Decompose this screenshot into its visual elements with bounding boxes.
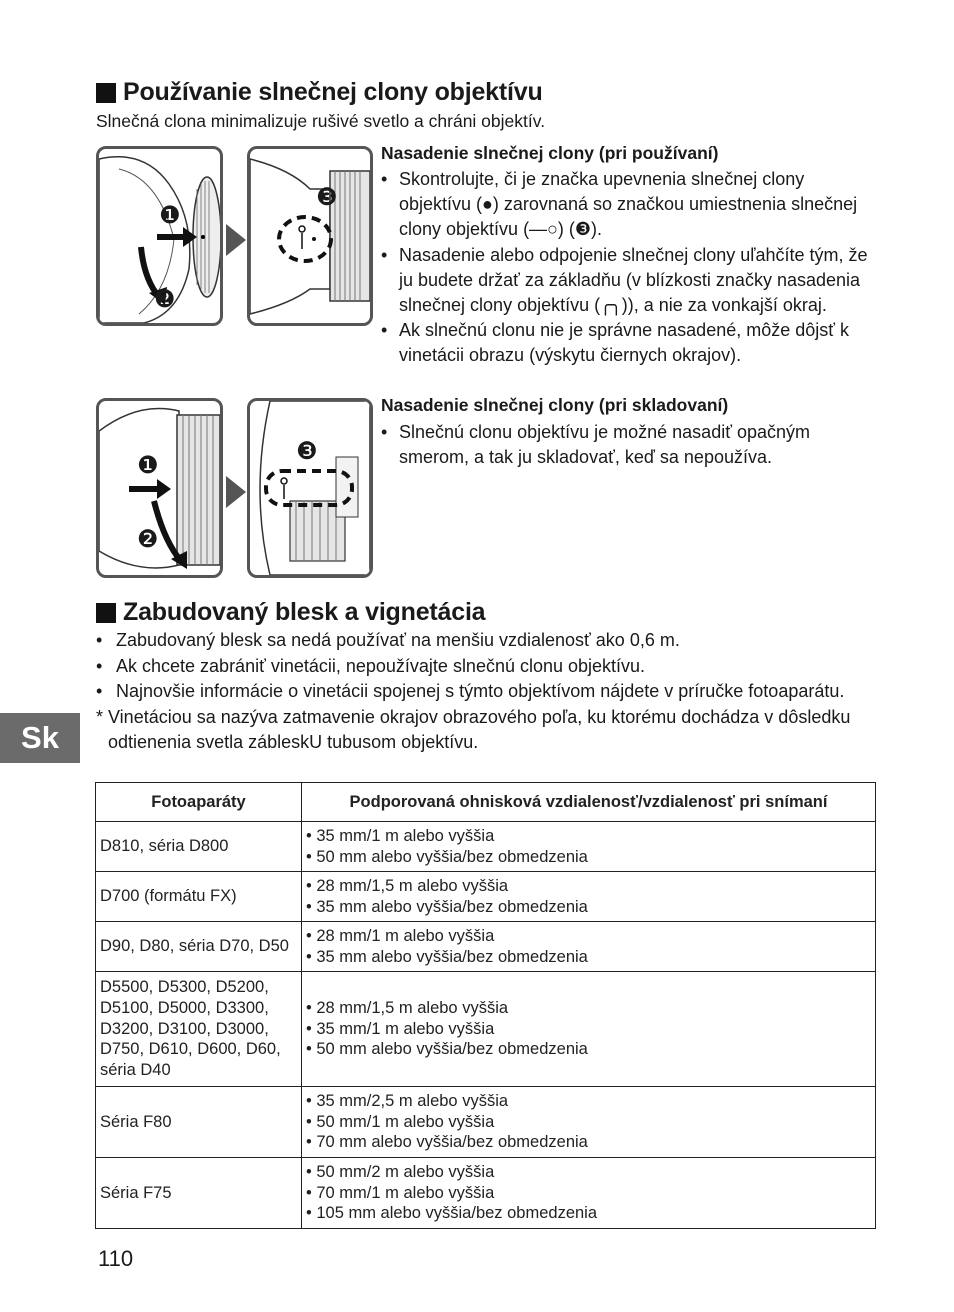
page-number: 110 xyxy=(98,1246,134,1271)
attach-storage-bullet-1: • Slnečnú clonu objektívu je možné nasadiť opačným smerom, a tak ju skladovať, keď sa nepoužíva. xyxy=(381,420,876,470)
step-3-marker: ❸ xyxy=(316,184,338,211)
spec-item: • 35 mm alebo vyššia/bez obmedzenia xyxy=(306,947,871,968)
spec-item: • 35 mm/2,5 m alebo vyššia xyxy=(306,1091,871,1112)
camera-cell: Séria F75 xyxy=(96,1158,302,1229)
camera-cell: D810, séria D800 xyxy=(96,822,302,872)
spec-item: • 35 mm alebo vyššia/bez obmedzenia xyxy=(306,897,871,918)
table-row xyxy=(96,872,876,922)
spec-item: • 50 mm alebo vyššia/bez obmedzenia xyxy=(306,847,871,868)
attach-use-bullet-1: • Skontrolujte, či je značka upevnenia slnečnej clony objektívu (●) zarovnaná so značkou umiestnenia slnečnej clony objektívu (—○) (❸). xyxy=(381,167,876,243)
camera-cell: D90, D80, séria D70, D50 xyxy=(96,922,302,972)
attach-storage-bullets xyxy=(381,420,876,470)
spec-item: • 28 mm/1,5 m alebo vyššia xyxy=(306,876,871,897)
spec-cell xyxy=(302,1087,876,1158)
spec-item: • 70 mm/1 m alebo vyššia xyxy=(306,1183,871,1204)
arrow-right-icon xyxy=(226,476,246,508)
spec-item: • 28 mm/1,5 m alebo vyššia xyxy=(306,998,871,1019)
header-supported-range: Podporovaná ohnisková vzdialenosť/vzdialenosť pri snímaní xyxy=(302,783,876,822)
vignetting-footnote: * Vinetáciou sa nazýva zatmavenie okrajov obrazového poľa, ku ktorému dochádza v dôsledku odtienenia svetla zábleskU tubusom objektívu. xyxy=(96,705,866,756)
spec-cell xyxy=(302,972,876,1087)
spec-cell xyxy=(302,872,876,922)
spec-item: • 50 mm alebo vyššia/bez obmedzenia xyxy=(306,1039,871,1060)
step-2-marker-storage: ❷ xyxy=(137,526,159,553)
spec-item: • 50 mm/2 m alebo vyššia xyxy=(306,1162,871,1183)
illustration-attach-step-1 xyxy=(96,146,223,326)
section-heading-lens-hood xyxy=(96,78,543,107)
table-row xyxy=(96,922,876,972)
spec-cell xyxy=(302,822,876,872)
section-title: Zabudovaný blesk a vignetácia xyxy=(123,598,486,626)
table-row xyxy=(96,1158,876,1229)
table-row xyxy=(96,822,876,872)
lens-hood-aligned-drawing xyxy=(250,149,370,323)
spec-cell xyxy=(302,1158,876,1229)
spec-item: • 35 mm/1 m alebo vyššia xyxy=(306,1019,871,1040)
flash-bullet-1: • Zabudovaný blesk sa nedá používať na menšiu vzdialenosť ako 0,6 m. xyxy=(96,628,866,654)
section-heading-flash-vignetting xyxy=(96,598,485,627)
heading-square-icon xyxy=(96,83,116,103)
language-tab: Sk xyxy=(0,713,80,763)
heading-square-icon xyxy=(96,603,116,623)
lens-hood-reverse-drawing xyxy=(99,401,220,575)
section-lead: Slnečná clona minimalizuje rušivé svetlo a chráni objektív. xyxy=(96,111,546,131)
arrow-right-icon xyxy=(226,224,246,256)
table-header-row xyxy=(96,783,876,822)
lens-hood-stored-drawing xyxy=(250,401,370,575)
step-1-marker-storage: ❶ xyxy=(137,452,159,479)
camera-cell: D700 (formátu FX) xyxy=(96,872,302,922)
spec-item: • 35 mm/1 m alebo vyššia xyxy=(306,826,871,847)
attach-use-bullet-2: • Nasadenie alebo odpojenie slnečnej clony uľahčíte tým, že ju budete držať za základňu (v blízkosti značky nasadenia slnečnej clony objektívu (╭╮)), a nie za vonkajší okraj. xyxy=(381,243,876,319)
attach-use-bullets xyxy=(381,167,876,369)
step-3-marker-storage: ❸ xyxy=(296,438,318,465)
flash-bullet-2: • Ak chcete zabrániť vinetácii, nepoužívajte slnečnú clonu objektívu. xyxy=(96,654,866,680)
attach-storage-heading: Nasadenie slnečnej clony (pri skladovaní) xyxy=(381,395,729,415)
spec-item: • 50 mm/1 m alebo vyššia xyxy=(306,1112,871,1133)
illustration-attach-step-2 xyxy=(247,146,373,326)
camera-compatibility-table xyxy=(95,782,876,1229)
illustration-storage-step-2 xyxy=(247,398,373,578)
attach-use-bullet-3: • Ak slnečnú clonu nie je správne nasadené, môže dôjsť k vinetácii obrazu (výskytu čiernych okrajov). xyxy=(381,318,876,368)
section-title: Používanie slnečnej clony objektívu xyxy=(123,78,543,106)
spec-item: • 105 mm alebo vyššia/bez obmedzenia xyxy=(306,1203,871,1224)
table-row xyxy=(96,972,876,1087)
table-row xyxy=(96,1087,876,1158)
attach-use-heading: Nasadenie slnečnej clony (pri používaní) xyxy=(381,143,719,163)
spec-cell xyxy=(302,922,876,972)
flash-bullet-3: • Najnovšie informácie o vinetácii spojenej s týmto objektívom nájdete v príručke fotoaparátu. xyxy=(96,679,866,705)
camera-cell: D5500, D5300, D5200, D5100, D5000, D3300, D3200, D3100, D3000, D750, D610, D600, D60, séria D40 xyxy=(96,972,302,1087)
spec-item: • 70 mm alebo vyššia/bez obmedzenia xyxy=(306,1132,871,1153)
flash-bullets xyxy=(96,628,866,756)
step-2-marker: ❷ xyxy=(154,286,176,313)
illustration-storage-step-1 xyxy=(96,398,223,578)
header-cameras: Fotoaparáty xyxy=(96,783,302,822)
spec-item: • 28 mm/1 m alebo vyššia xyxy=(306,926,871,947)
step-1-marker: ❶ xyxy=(159,202,181,229)
camera-cell: Séria F80 xyxy=(96,1087,302,1158)
